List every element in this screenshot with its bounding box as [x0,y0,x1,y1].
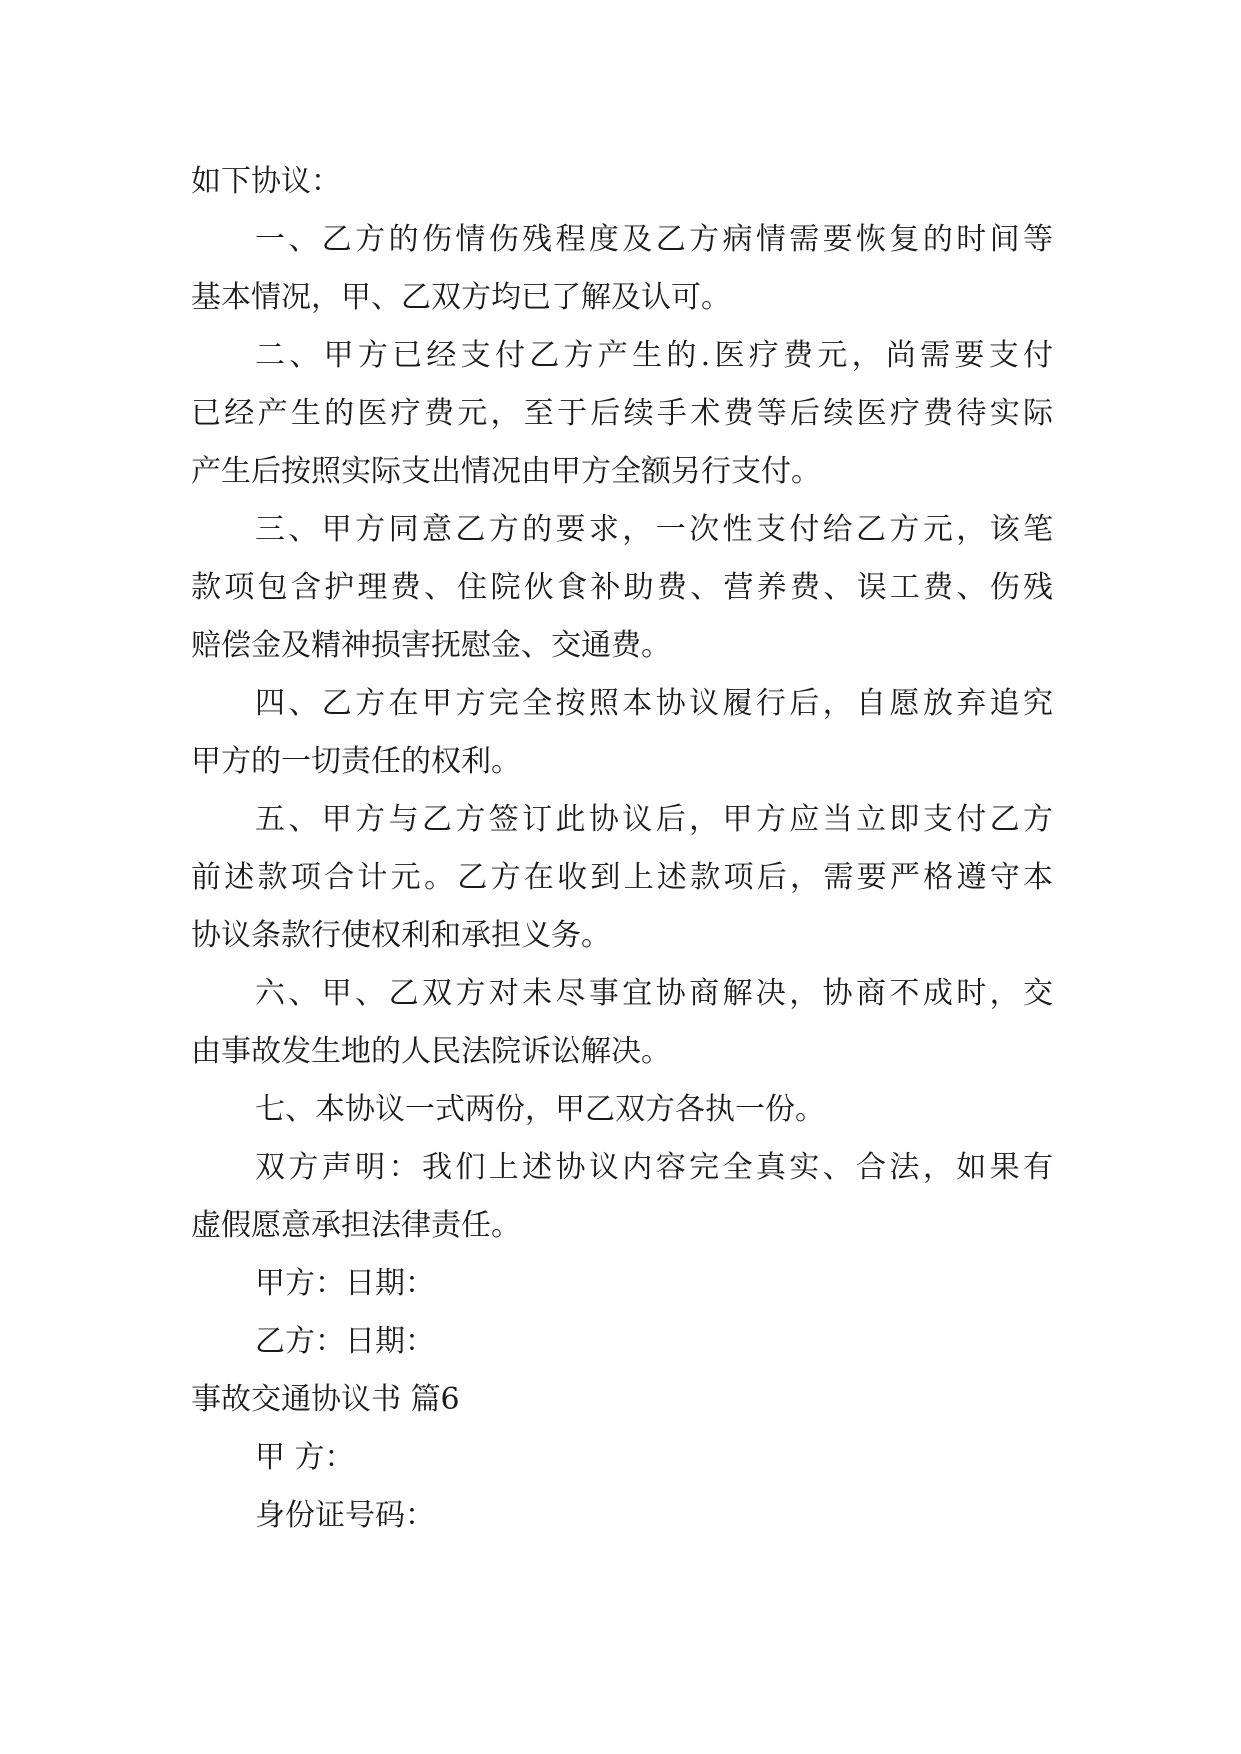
text-line: 虚假愿意承担法律责任。 [191,1208,521,1243]
section-heading: 事故交通协议书 篇6 [191,1382,460,1417]
text-line: 四、乙方在甲方完全按照本协议履行后，自愿放弃追究 [255,686,1053,721]
text-line: 七、本协议一式两份，甲乙双方各执一份。 [255,1092,825,1127]
text-line: 由事故发生地的人民法院诉讼解决。 [191,1034,671,1069]
text-line: 甲方的一切责任的权利。 [191,744,521,779]
signature-line-party-b: 乙方：日期： [255,1324,435,1359]
text-line: 一、乙方的伤情伤残程度及乙方病情需要恢复的时间等 [255,222,1053,257]
signature-line-party-a: 甲方：日期： [255,1266,435,1301]
text-line: 款项包含护理费、住院伙食补助费、营养费、误工费、伤残 [191,570,1053,605]
party-a-label: 甲 方： [255,1440,355,1475]
text-line: 六、甲、乙双方对未尽事宜协商解决，协商不成时，交 [255,976,1053,1011]
text-line: 五、甲方与乙方签订此协议后，甲方应当立即支付乙方 [255,802,1053,837]
text-line: 已经产生的医疗费元，至于后续手术费等后续医疗费待实际 [191,396,1053,431]
id-number-label: 身份证号码： [255,1498,435,1533]
text-line: 双方声明：我们上述协议内容完全真实、合法，如果有 [255,1150,1053,1185]
text-line: 如下协议： [191,164,341,199]
text-line: 赔偿金及精神损害抚慰金、交通费。 [191,628,671,663]
text-line: 三、甲方同意乙方的要求，一次性支付给乙方元，该笔 [255,512,1053,547]
text-line: 基本情况，甲、乙双方均已了解及认可。 [191,280,731,315]
text-line: 二、甲方已经支付乙方产生的.医疗费元，尚需要支付 [255,338,1053,373]
document-body [191,153,1053,1545]
text-line: 产生后按照实际支出情况由甲方全额另行支付。 [191,454,821,489]
text-line: 前述款项合计元。乙方在收到上述款项后，需要严格遵守本 [191,860,1053,895]
text-line: 协议条款行使权利和承担义务。 [191,918,611,953]
